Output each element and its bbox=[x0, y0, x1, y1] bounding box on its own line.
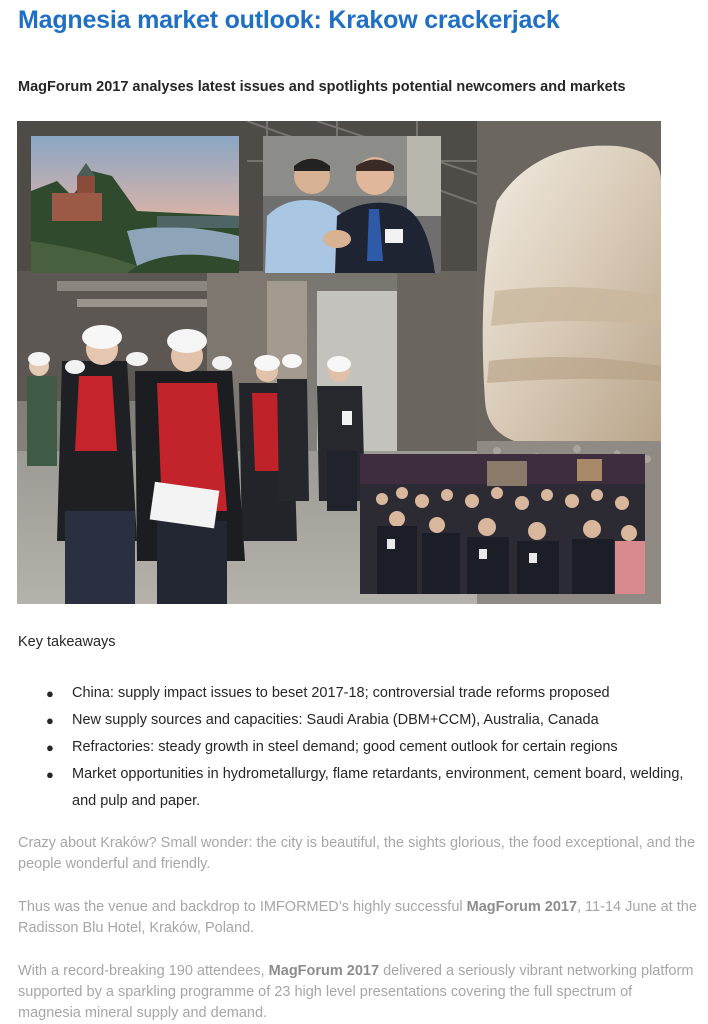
list-item bbox=[18, 761, 698, 815]
list-item bbox=[18, 734, 698, 761]
list-item-text: Market opportunities in hydrometallurgy, flame retardants, environment, cement board, welding, and pulp and paper. bbox=[72, 766, 684, 809]
venue-text-end: , 11-14 June at the Radisson Blu Hotel, Kraków, Poland. bbox=[18, 899, 697, 936]
conference-audience-photo bbox=[360, 454, 645, 594]
article-title: Magnesia market outlook: Krakow crackerjack bbox=[18, 6, 560, 34]
key-takeaways-heading: Key takeaways bbox=[18, 634, 116, 650]
key-takeaways-list bbox=[18, 680, 698, 815]
list-item bbox=[18, 707, 698, 734]
attendance-paragraph bbox=[18, 961, 698, 1024]
intro-paragraph: Crazy about Kraków? Small wonder: the city is beautiful, the sights glorious, the food exceptional, and the people wonderful and friendly. bbox=[18, 835, 696, 872]
venue-paragraph bbox=[18, 897, 698, 939]
two-men-handshake-photo bbox=[263, 136, 441, 273]
list-item-text: China: supply impact issues to beset 2017-18; controversial trade reforms proposed bbox=[72, 685, 610, 701]
venue-text-start: Thus was the venue and backdrop to IMFORMED’s highly successful bbox=[18, 899, 467, 915]
attendance-text-end: delivered a seriously vibrant networking platform supported by a sparkling programme of 23 high level presentations covering the full spectrum of magnesia mineral supply and demand. bbox=[18, 963, 694, 1021]
bullet-icon: ● bbox=[46, 767, 54, 782]
list-item-text: New supply sources and capacities: Saudi Arabia (DBM+CCM), Australia, Canada bbox=[72, 712, 599, 728]
krakow-castle-river-photo bbox=[31, 136, 239, 273]
event-name: MagForum 2017 bbox=[268, 963, 380, 979]
bullet-icon: ● bbox=[46, 713, 54, 728]
attendance-text-start: With a record-breaking 190 attendees, bbox=[18, 963, 269, 979]
bullet-icon: ● bbox=[46, 740, 54, 755]
list-item bbox=[18, 680, 698, 707]
bullet-icon: ● bbox=[46, 686, 54, 701]
photo-collage bbox=[17, 121, 661, 604]
list-item-text: Refractories: steady growth in steel demand; good cement outlook for certain regions bbox=[72, 739, 618, 755]
event-name: MagForum 2017 bbox=[466, 899, 578, 915]
article-subtitle: MagForum 2017 analyses latest issues and spotlights potential newcomers and markets bbox=[18, 79, 626, 95]
